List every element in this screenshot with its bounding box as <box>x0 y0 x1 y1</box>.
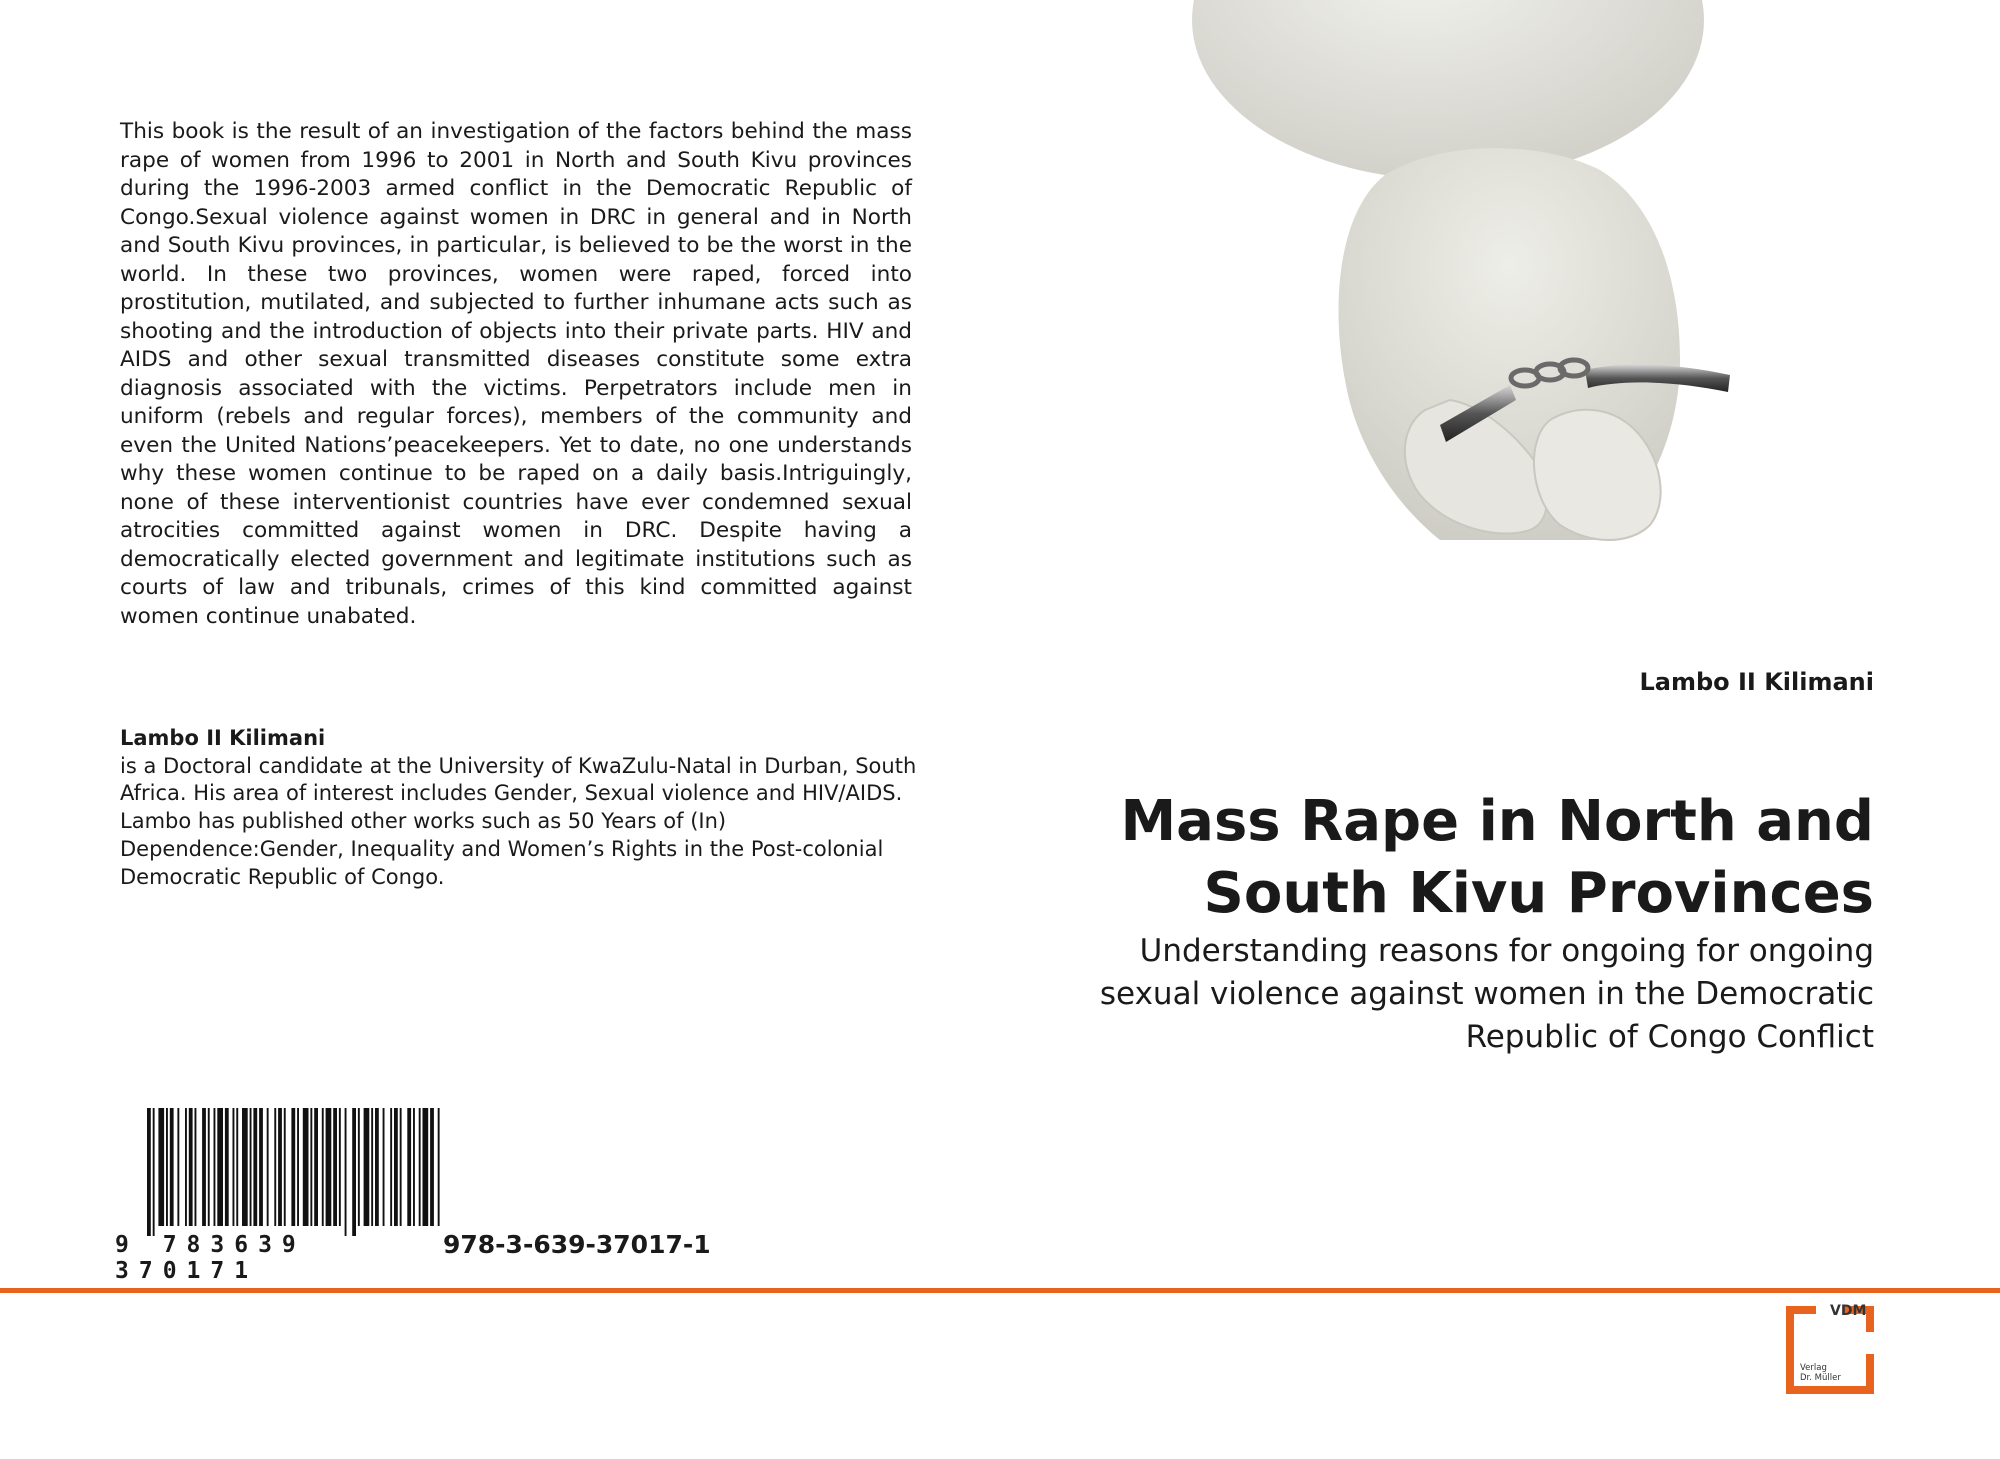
barcode-bar <box>390 1108 392 1226</box>
barcode-bar <box>185 1108 187 1226</box>
barcode-bar <box>253 1108 257 1226</box>
publisher-sub-line: Verlag <box>1800 1363 1827 1373</box>
barcode-bar <box>291 1108 295 1226</box>
author-bio <box>120 725 920 891</box>
barcode-bar <box>153 1108 155 1236</box>
barcode-bar <box>364 1108 370 1226</box>
isbn-number: 978-3-639-37017-1 <box>443 1230 711 1259</box>
publisher-name: VDM <box>1830 1303 1867 1319</box>
bio-text: is a Doctoral candidate at the University of KwaZulu-Natal in Durban, South Africa. His area of interest includes Gender, Sexual violence and HIV/AIDS. Lambo has published other works such as 50 Years of (In) Dependence:Gender, Inequality and Women’s Rights in the Post-colonial Democratic Republic of Congo. <box>120 753 917 889</box>
barcode-bar <box>202 1108 206 1226</box>
barcode-bar <box>158 1108 164 1226</box>
barcode-bar <box>217 1108 223 1226</box>
barcode-bar <box>170 1108 174 1226</box>
barcode-bar <box>407 1108 411 1226</box>
barcode-bar <box>214 1108 216 1226</box>
barcode-bar <box>394 1108 398 1226</box>
barcode-bar <box>371 1108 373 1226</box>
barcode-bar <box>166 1108 168 1226</box>
barcode-bar <box>189 1108 193 1226</box>
barcode-bar <box>400 1108 402 1226</box>
publisher-sub-line: Dr. Müller <box>1800 1373 1841 1383</box>
barcode-bar <box>438 1108 440 1226</box>
book-subtitle-line: Republic of Congo Conflict <box>1465 1019 1874 1055</box>
barcode-bar <box>375 1108 379 1226</box>
bio-author-name: Lambo II Kilimani <box>120 726 326 750</box>
barcode-bar <box>297 1108 299 1226</box>
barcode-bar <box>147 1108 151 1236</box>
book-title-line: South Kivu Provinces <box>1203 861 1874 926</box>
barcode-bar <box>430 1108 434 1226</box>
barcode-bar <box>413 1108 415 1226</box>
barcode-bar <box>314 1108 318 1226</box>
barcode-bar <box>208 1108 210 1226</box>
barcode-bar <box>225 1108 229 1226</box>
publisher-sub <box>1800 1363 1841 1383</box>
barcode-bar <box>274 1108 276 1226</box>
barcode-bar <box>352 1108 356 1236</box>
barcode-bar <box>259 1108 263 1226</box>
isbn-barcode-block <box>115 1108 715 1284</box>
barcode-bar <box>333 1108 337 1226</box>
barcode-graphic <box>145 1108 445 1236</box>
book-subtitle-line: sexual violence against women in the Democratic <box>1099 976 1874 1012</box>
book-title <box>1054 786 1874 930</box>
barcode-bar <box>284 1108 286 1226</box>
front-author-name: Lambo II Kilimani <box>1639 668 1874 696</box>
barcode-bar <box>278 1108 282 1226</box>
barcode-bar <box>195 1108 197 1226</box>
book-subtitle <box>974 930 1874 1059</box>
barcode-bar <box>326 1108 332 1226</box>
barcode-bar <box>383 1108 385 1226</box>
barcode-bar <box>236 1108 238 1226</box>
barcode-bar <box>267 1108 269 1226</box>
book-subtitle-line: Understanding reasons for ongoing for ongoing <box>1139 933 1874 969</box>
divider-line <box>0 1288 2000 1293</box>
barcode-bar <box>339 1108 341 1226</box>
barcode-bar <box>303 1108 309 1226</box>
barcode-bar <box>177 1108 179 1226</box>
barcode-bar <box>250 1108 252 1226</box>
barcode-bar <box>419 1108 421 1226</box>
barcode-bar <box>358 1108 360 1226</box>
barcode-bar <box>423 1108 429 1226</box>
barcode-bar <box>242 1108 248 1226</box>
book-title-line: Mass Rape in North and <box>1120 789 1874 854</box>
barcode-bar <box>322 1108 324 1226</box>
handcuffed-figure-illustration <box>1180 0 1800 572</box>
barcode-bar <box>233 1108 235 1226</box>
barcode-digits: 9 783639 370171 <box>115 1232 306 1284</box>
barcode-bar <box>345 1108 347 1236</box>
barcode-bar <box>310 1108 312 1226</box>
back-cover-blurb: This book is the result of an investigation of the factors behind the mass rape of women from 1996 to 2001 in North and South Kivu provinces during the 1996-2003 armed conflict in the Democratic Republic of Congo.Sexual violence against women in DRC in general and in North and South Kivu provinces, in particular, is believed to be the worst in the world. In these two provinces, women were raped, forced into prostitution, mutilated, and subjected to further inhumane acts such as shooting and the introduction of objects into their private parts. HIV and AIDS and other sexual transmitted diseases constitute some extra diagnosis associated with the victims. Perpetrators include men in uniform (rebels and regular forces), members of the community and even the United Nations’peacekeepers. Yet to date, no one understands why these women continue to be raped on a daily basis.Intriguingly, none of these interventionist countries have ever condemned sexual atrocities committed against women in DRC. Despite having a democratically elected government and legitimate institutions such as courts of law and tribunals, crimes of this kind committed against women continue unabated. <box>120 119 912 629</box>
